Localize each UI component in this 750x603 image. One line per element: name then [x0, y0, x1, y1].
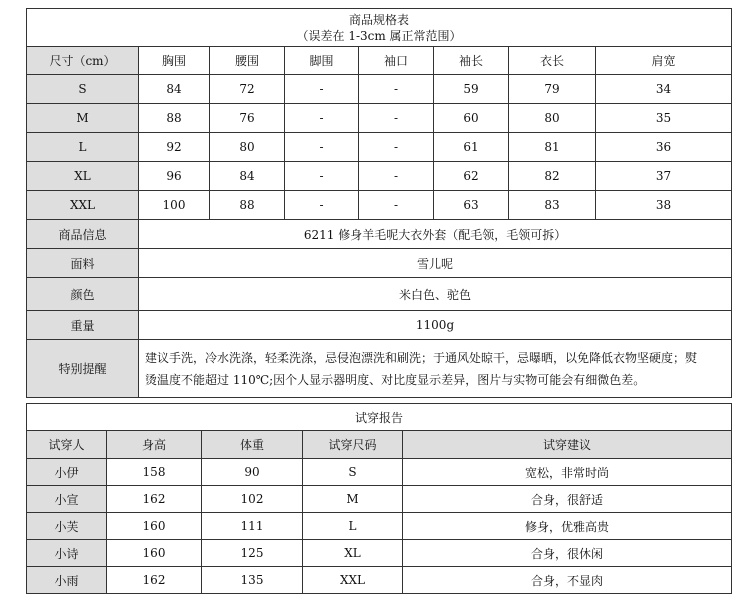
size-row [27, 104, 732, 133]
spec-header-cell: 袖口 [359, 47, 434, 75]
size-value: 100 [139, 191, 210, 220]
size-label: XXL [27, 191, 139, 220]
weight-row [27, 311, 732, 340]
notice-value [139, 340, 732, 398]
spec-title: 商品规格表 [349, 12, 410, 27]
trial-cell: 111 [202, 513, 303, 540]
trial-cell: 修身，优雅高贵 [403, 513, 732, 540]
spec-header-cell: 尺寸（cm） [27, 47, 139, 75]
trial-cell: 162 [107, 486, 202, 513]
size-spec-table [26, 8, 732, 398]
trial-cell: 小诗 [27, 540, 107, 567]
trial-cell: 90 [202, 459, 303, 486]
size-value: 82 [509, 162, 596, 191]
weight-value: 1100g [139, 311, 732, 340]
trial-row [27, 567, 732, 594]
trial-row [27, 540, 732, 567]
trial-report-table [26, 403, 732, 594]
size-value: 38 [596, 191, 732, 220]
trial-cell: 合身，很休闲 [403, 540, 732, 567]
size-value: 80 [509, 104, 596, 133]
size-value: 76 [210, 104, 285, 133]
size-value: 72 [210, 75, 285, 104]
trial-cell: 162 [107, 567, 202, 594]
size-value: - [359, 133, 434, 162]
spec-header-cell: 胸围 [139, 47, 210, 75]
size-label: M [27, 104, 139, 133]
trial-cell: 合身，不显肉 [403, 567, 732, 594]
trial-report-title: 试穿报告 [27, 404, 732, 431]
size-row [27, 191, 732, 220]
size-value: 79 [509, 75, 596, 104]
trial-cell: 160 [107, 513, 202, 540]
trial-cell: M [303, 486, 403, 513]
size-value: 59 [434, 75, 509, 104]
spec-header-row [27, 47, 732, 75]
trial-header-cell: 体重 [202, 431, 303, 459]
size-value: 80 [210, 133, 285, 162]
size-value: 81 [509, 133, 596, 162]
size-value: 84 [139, 75, 210, 104]
trial-cell: XXL [303, 567, 403, 594]
size-value: - [359, 104, 434, 133]
trial-cell: 102 [202, 486, 303, 513]
size-value: - [285, 162, 359, 191]
trial-cell: 135 [202, 567, 303, 594]
trial-header-row [27, 431, 732, 459]
notice-line: 建议手洗，冷水洗涤，轻柔洗涤，忌侵泡漂洗和刷洗；于通风处晾干，忌曝晒，以免降低衣物坚硬度；熨 [145, 350, 698, 365]
trial-cell: 小芙 [27, 513, 107, 540]
size-value: 63 [434, 191, 509, 220]
spec-subtitle: （误差在 1-3cm 属正常范围） [296, 28, 462, 43]
size-value: - [285, 75, 359, 104]
spec-table-title [27, 9, 732, 47]
trial-cell: 125 [202, 540, 303, 567]
trial-cell: L [303, 513, 403, 540]
spec-header-cell: 腰围 [210, 47, 285, 75]
spec-header-cell: 肩宽 [596, 47, 732, 75]
size-value: 62 [434, 162, 509, 191]
size-value: 36 [596, 133, 732, 162]
size-value: 35 [596, 104, 732, 133]
trial-cell: 合身，很舒适 [403, 486, 732, 513]
color-label: 颜色 [27, 278, 139, 311]
size-row [27, 133, 732, 162]
trial-row [27, 459, 732, 486]
size-label: XL [27, 162, 139, 191]
color-row [27, 278, 732, 311]
notice-label: 特别提醒 [27, 340, 139, 398]
size-value: 60 [434, 104, 509, 133]
trial-header-cell: 试穿尺码 [303, 431, 403, 459]
weight-label: 重量 [27, 311, 139, 340]
size-label: L [27, 133, 139, 162]
product-name-label: 商品信息 [27, 220, 139, 249]
trial-cell: 宽松，非常时尚 [403, 459, 732, 486]
fabric-label: 面料 [27, 249, 139, 278]
trial-cell: 小雨 [27, 567, 107, 594]
trial-cell: XL [303, 540, 403, 567]
notice-line: 烫温度不能超过 110℃;因个人显示器明度、对比度显示差异，图片与实物可能会有细微色差。 [145, 372, 646, 387]
color-value: 米白色、驼色 [139, 278, 732, 311]
size-value: 61 [434, 133, 509, 162]
trial-cell: S [303, 459, 403, 486]
fabric-row [27, 249, 732, 278]
trial-header-cell: 身高 [107, 431, 202, 459]
product-name-row [27, 220, 732, 249]
size-value: - [285, 133, 359, 162]
size-value: - [359, 191, 434, 220]
fabric-value: 雪儿呢 [139, 249, 732, 278]
size-value: - [359, 75, 434, 104]
size-value: - [285, 191, 359, 220]
trial-cell: 小伊 [27, 459, 107, 486]
notice-row [27, 340, 732, 398]
size-value: 88 [210, 191, 285, 220]
size-value: 92 [139, 133, 210, 162]
trial-cell: 小宣 [27, 486, 107, 513]
size-value: 96 [139, 162, 210, 191]
product-name-value: 6211 修身羊毛呢大衣外套（配毛领，毛领可拆） [139, 220, 732, 249]
size-value: 34 [596, 75, 732, 104]
size-value: 83 [509, 191, 596, 220]
size-row [27, 75, 732, 104]
trial-cell: 158 [107, 459, 202, 486]
spec-header-cell: 袖长 [434, 47, 509, 75]
trial-row [27, 486, 732, 513]
size-value: - [285, 104, 359, 133]
trial-header-cell: 试穿建议 [403, 431, 732, 459]
trial-cell: 160 [107, 540, 202, 567]
spec-header-cell: 脚围 [285, 47, 359, 75]
size-label: S [27, 75, 139, 104]
size-value: - [359, 162, 434, 191]
trial-row [27, 513, 732, 540]
trial-header-cell: 试穿人 [27, 431, 107, 459]
size-value: 84 [210, 162, 285, 191]
spec-header-cell: 衣长 [509, 47, 596, 75]
size-row [27, 162, 732, 191]
size-value: 88 [139, 104, 210, 133]
size-value: 37 [596, 162, 732, 191]
